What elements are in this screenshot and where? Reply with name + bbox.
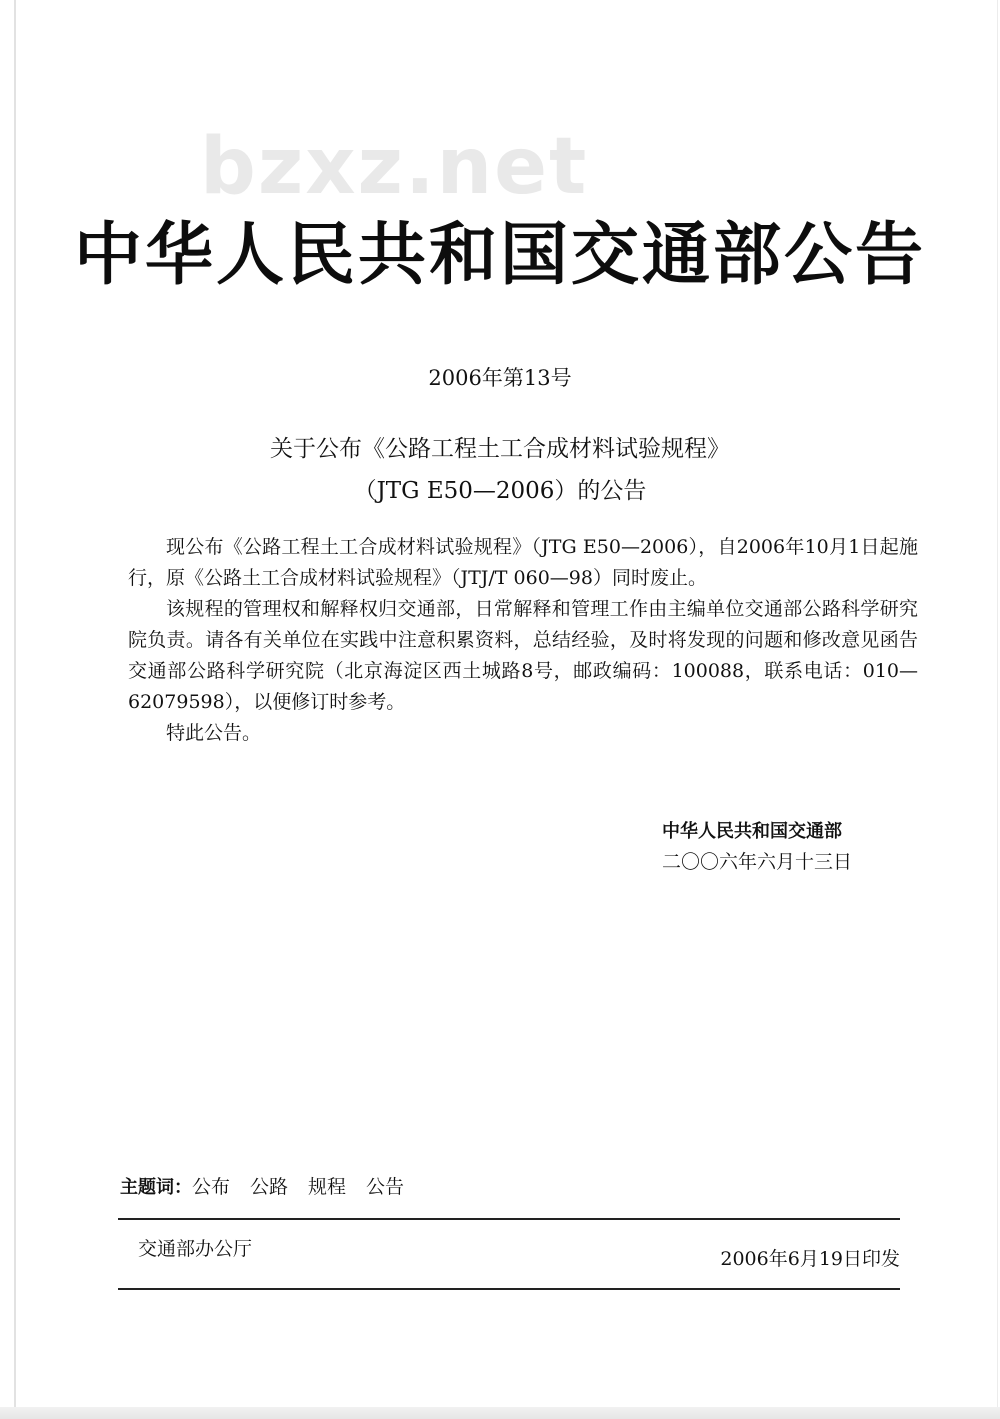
body-paragraph-2: 该规程的管理权和解释权归交通部，日常解释和管理工作由主编单位交通部公路科学研究院负责。请各有关单位在实践中注意积累资料，总结经验，及时将发现的问题和修改意见函告交通部公路科学研究院（北京海淀区西土城路8号，邮政编码：100088，联系电话：010—62079598），以便修订时参考。 [128,598,918,713]
page-title: 中华人民共和国交通部公告 [73,216,926,295]
signature-date: 二〇〇六年六月十三日 [662,851,853,873]
scan-edge-bottom [0,1407,1000,1419]
watermark-text: bzxz.net [200,122,589,212]
keyword-item: 公告 [366,1176,405,1198]
body-paragraph-1: 现公布《公路工程土工合成材料试验规程》（JTG E50—2006），自2006年10月1日起施行，原《公路土工合成材料试验规程》（JTJ/T 060—98）同时废止。 [128,536,918,589]
subject-line-2: （JTG E50—2006）的公告 [353,478,647,504]
notice-subject [0,428,1000,512]
footer-issue-date: 2006年6月19日印发 [720,1248,900,1270]
notice-body [128,532,918,749]
issue-number: 2006年第13号 [428,366,572,390]
keyword-item: 公布 [192,1176,231,1198]
keyword-item: 公路 [250,1176,289,1198]
subject-line-1: 关于公布《公路工程土工合成材料试验规程》 [270,436,730,462]
keywords-line [120,1178,424,1197]
scan-edge-right [997,0,998,1419]
scan-edge-left [14,0,16,1419]
signature-block [662,816,852,878]
footer-issuer: 交通部办公厅 [138,1238,253,1260]
body-paragraph-3: 特此公告。 [166,722,262,744]
signature-organization: 中华人民共和国交通部 [662,821,842,842]
keywords-label: 主题词： [120,1177,192,1198]
footer-rule-top [118,1218,900,1220]
footer-rule-bottom [118,1288,900,1290]
keyword-item: 规程 [308,1176,347,1198]
